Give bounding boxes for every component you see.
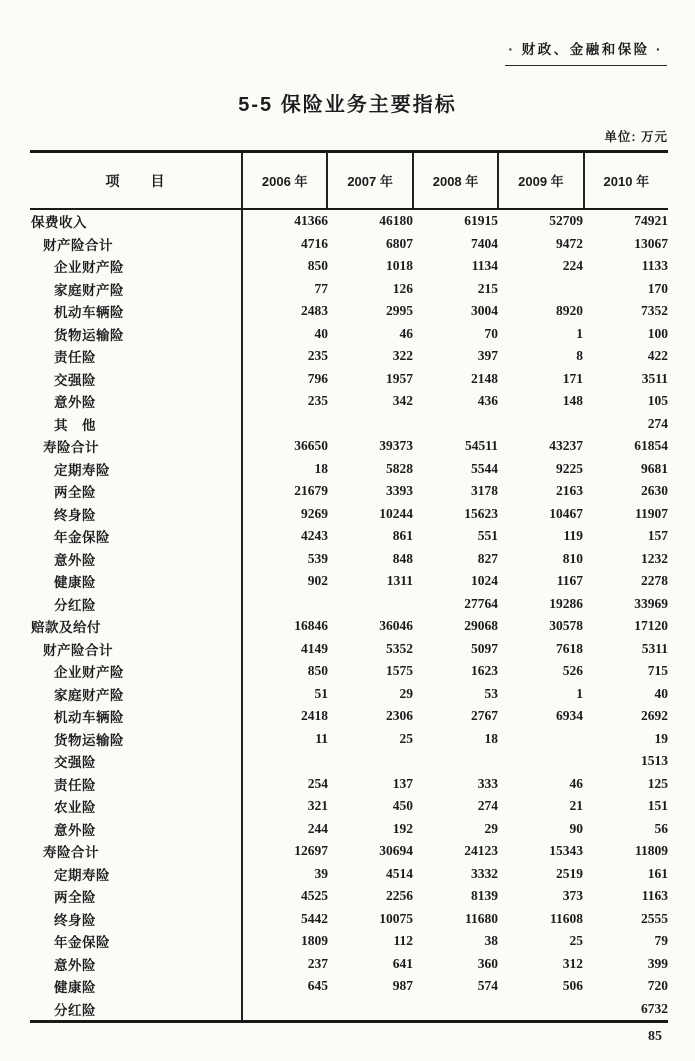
row-value: 254 xyxy=(307,775,328,791)
table-row xyxy=(30,593,668,616)
table-row xyxy=(30,210,668,233)
row-value: 4525 xyxy=(301,888,328,903)
row-value: 506 xyxy=(562,978,583,993)
table-body xyxy=(30,210,668,1020)
row-value: 2692 xyxy=(641,708,668,723)
row-label: 意外险 xyxy=(30,953,243,976)
row-value: 9681 xyxy=(641,460,668,476)
row-value: 11809 xyxy=(634,843,668,858)
table-row xyxy=(30,435,668,458)
row-value: 2418 xyxy=(301,708,328,723)
row-value xyxy=(328,998,413,1021)
row-value: 5352 xyxy=(386,640,413,656)
row-value: 2306 xyxy=(386,708,413,723)
row-value: 2995 xyxy=(386,303,413,318)
row-value: 422 xyxy=(647,348,668,363)
row-value: 796 xyxy=(307,370,328,386)
row-label: 分红险 xyxy=(30,998,243,1021)
row-value: 105 xyxy=(647,393,668,408)
row-value: 645 xyxy=(307,978,328,993)
row-value: 399 xyxy=(647,955,668,971)
year-column-header: 2006 年 xyxy=(243,153,328,208)
row-value: 1167 xyxy=(556,573,583,588)
table-row xyxy=(30,345,668,368)
row-label: 年金保险 xyxy=(30,525,243,548)
row-value: 77 xyxy=(314,280,328,296)
year-column-header: 2009 年 xyxy=(499,153,584,208)
row-value xyxy=(328,593,413,616)
row-value: 29068 xyxy=(464,618,498,633)
row-label: 意外险 xyxy=(30,818,243,841)
row-value: 2148 xyxy=(471,370,498,386)
row-label: 两全险 xyxy=(30,885,243,908)
table-row xyxy=(30,233,668,256)
row-value: 192 xyxy=(392,820,413,836)
table-row xyxy=(30,660,668,683)
row-value: 18 xyxy=(484,730,498,746)
row-value xyxy=(498,750,583,773)
row-value: 8920 xyxy=(556,303,583,318)
row-value: 61915 xyxy=(464,213,498,228)
row-value: 11907 xyxy=(634,505,668,521)
row-value: 21 xyxy=(569,798,583,813)
row-value: 235 xyxy=(307,393,328,408)
row-value: 4716 xyxy=(301,235,328,251)
row-value xyxy=(243,750,328,773)
row-value: 1 xyxy=(576,325,583,341)
row-value: 5097 xyxy=(471,640,498,656)
table-row xyxy=(30,638,668,661)
row-value: 10075 xyxy=(379,910,413,926)
row-label: 企业财产险 xyxy=(30,660,243,683)
row-value: 10467 xyxy=(549,505,583,521)
table-row xyxy=(30,863,668,886)
row-value: 1513 xyxy=(641,753,668,768)
row-value: 171 xyxy=(562,370,583,386)
row-value: 850 xyxy=(307,258,328,273)
row-label: 家庭财产险 xyxy=(30,683,243,706)
row-value: 1809 xyxy=(301,933,328,948)
page-number: 85 xyxy=(648,1029,662,1044)
row-label: 交强险 xyxy=(30,750,243,773)
table-row xyxy=(30,390,668,413)
table-row xyxy=(30,525,668,548)
row-value: 2256 xyxy=(386,888,413,903)
row-value: 8139 xyxy=(471,888,498,903)
table-row xyxy=(30,998,668,1021)
table-row xyxy=(30,548,668,571)
row-value: 15623 xyxy=(464,505,498,521)
row-value: 52709 xyxy=(549,213,583,228)
table-row xyxy=(30,930,668,953)
row-value: 3332 xyxy=(471,865,498,881)
table-row xyxy=(30,818,668,841)
table-row xyxy=(30,570,668,593)
row-value: 224 xyxy=(562,258,583,273)
row-value: 1 xyxy=(576,685,583,701)
chapter-header: · 财政、金融和保险 · xyxy=(505,38,668,66)
row-value: 333 xyxy=(477,775,498,791)
row-label: 机动车辆险 xyxy=(30,705,243,728)
row-value: 157 xyxy=(647,528,668,543)
row-value: 1311 xyxy=(386,573,413,588)
row-label: 其 他 xyxy=(30,413,243,436)
row-value: 17120 xyxy=(634,618,668,633)
row-value: 39 xyxy=(314,865,328,881)
table-row xyxy=(30,750,668,773)
table-row xyxy=(30,300,668,323)
row-value: 1163 xyxy=(641,888,668,903)
row-value: 11 xyxy=(315,730,328,746)
row-label: 财产险合计 xyxy=(30,638,243,661)
row-value: 36650 xyxy=(294,438,328,453)
row-value: 39373 xyxy=(379,438,413,453)
row-value: 170 xyxy=(647,280,668,296)
table-row xyxy=(30,458,668,481)
row-label: 货物运输险 xyxy=(30,728,243,751)
row-label: 企业财产险 xyxy=(30,255,243,278)
row-value: 3178 xyxy=(471,483,498,498)
row-value: 40 xyxy=(314,325,328,341)
row-label: 财产险合计 xyxy=(30,233,243,256)
row-value: 274 xyxy=(647,415,668,431)
row-value: 13067 xyxy=(634,235,668,251)
row-value: 151 xyxy=(647,798,668,813)
row-label: 赔款及给付 xyxy=(30,615,243,638)
row-value: 11608 xyxy=(549,910,583,926)
row-value: 237 xyxy=(307,955,328,971)
table-row xyxy=(30,705,668,728)
row-value: 720 xyxy=(647,978,668,993)
row-value: 2519 xyxy=(556,865,583,881)
row-value: 54511 xyxy=(464,438,498,453)
row-value: 119 xyxy=(563,528,583,543)
row-value: 24123 xyxy=(464,843,498,858)
table-row xyxy=(30,795,668,818)
row-value xyxy=(328,413,413,436)
row-value: 373 xyxy=(562,888,583,903)
row-value: 12697 xyxy=(294,843,328,858)
row-value: 1232 xyxy=(641,550,668,566)
row-value: 5828 xyxy=(386,460,413,476)
row-value: 9472 xyxy=(556,235,583,251)
row-value: 46 xyxy=(569,775,583,791)
row-value: 19286 xyxy=(549,595,583,611)
row-value: 27764 xyxy=(464,595,498,611)
row-value: 5442 xyxy=(301,910,328,926)
row-value: 18 xyxy=(314,460,328,476)
row-value: 25 xyxy=(399,730,413,746)
row-value: 244 xyxy=(307,820,328,836)
row-value: 21679 xyxy=(294,483,328,498)
row-label: 分红险 xyxy=(30,593,243,616)
row-value xyxy=(498,278,583,301)
table-row xyxy=(30,480,668,503)
row-value: 1024 xyxy=(471,573,498,588)
row-value: 30578 xyxy=(549,618,583,633)
row-value: 74921 xyxy=(634,213,668,228)
row-value: 41366 xyxy=(294,213,328,228)
row-value: 56 xyxy=(654,820,668,836)
row-value: 9225 xyxy=(556,460,583,476)
row-value: 397 xyxy=(477,348,498,363)
row-label: 机动车辆险 xyxy=(30,300,243,323)
row-value: 2767 xyxy=(471,708,498,723)
row-value: 312 xyxy=(562,955,583,971)
row-value xyxy=(498,413,583,436)
row-value: 30694 xyxy=(379,843,413,858)
row-value: 7352 xyxy=(641,303,668,318)
row-label: 两全险 xyxy=(30,480,243,503)
row-value: 2163 xyxy=(556,483,583,498)
row-value: 36046 xyxy=(379,618,413,633)
row-label: 农业险 xyxy=(30,795,243,818)
row-value: 15343 xyxy=(549,843,583,858)
row-value: 2483 xyxy=(301,303,328,318)
row-value: 1134 xyxy=(471,258,498,273)
row-label: 寿险合计 xyxy=(30,840,243,863)
row-value: 100 xyxy=(647,325,668,341)
insurance-indicators-table xyxy=(30,150,668,1023)
row-value: 16846 xyxy=(294,618,328,633)
table-row xyxy=(30,953,668,976)
row-value: 810 xyxy=(562,550,583,566)
table-row xyxy=(30,278,668,301)
row-value xyxy=(243,413,328,436)
row-value: 539 xyxy=(307,550,328,566)
row-label: 寿险合计 xyxy=(30,435,243,458)
row-value: 6732 xyxy=(641,1000,668,1016)
table-row xyxy=(30,413,668,436)
item-column-header: 项 目 xyxy=(30,153,243,208)
row-value: 112 xyxy=(393,933,413,948)
page-title: 5-5 保险业务主要指标 xyxy=(238,94,457,116)
table-row xyxy=(30,323,668,346)
row-value: 342 xyxy=(392,393,413,408)
row-value: 25 xyxy=(569,933,583,948)
row-value: 2555 xyxy=(641,910,668,926)
row-value: 902 xyxy=(307,573,328,588)
row-value xyxy=(498,728,583,751)
row-value: 848 xyxy=(392,550,413,566)
row-value: 33969 xyxy=(634,595,668,611)
row-label: 年金保险 xyxy=(30,930,243,953)
row-value: 7404 xyxy=(471,235,498,251)
row-value xyxy=(328,750,413,773)
row-value: 3393 xyxy=(386,483,413,498)
row-value: 90 xyxy=(569,820,583,836)
table-row xyxy=(30,773,668,796)
table-row xyxy=(30,840,668,863)
unit-note: 单位: 万元 xyxy=(604,130,668,144)
row-value: 715 xyxy=(647,663,668,678)
row-value: 1133 xyxy=(641,258,668,273)
row-value: 51 xyxy=(314,685,328,701)
row-value: 10244 xyxy=(379,505,413,521)
row-value: 61854 xyxy=(634,438,668,453)
table-row xyxy=(30,503,668,526)
row-value: 551 xyxy=(477,528,498,543)
table-row xyxy=(30,368,668,391)
row-value: 321 xyxy=(307,798,328,813)
row-label: 终身险 xyxy=(30,503,243,526)
row-value: 215 xyxy=(477,280,498,296)
row-value: 360 xyxy=(477,955,498,971)
row-value: 322 xyxy=(392,348,413,363)
table-row xyxy=(30,908,668,931)
row-label: 家庭财产险 xyxy=(30,278,243,301)
table-row xyxy=(30,255,668,278)
row-value: 137 xyxy=(392,775,413,791)
row-value: 5311 xyxy=(641,640,668,656)
row-value: 11680 xyxy=(464,910,498,926)
table-row xyxy=(30,615,668,638)
row-value: 436 xyxy=(477,393,498,408)
row-value: 850 xyxy=(307,663,328,678)
row-value: 126 xyxy=(392,280,413,296)
row-value: 574 xyxy=(477,978,498,993)
row-value: 1575 xyxy=(386,663,413,678)
row-value: 148 xyxy=(562,393,583,408)
row-value: 40 xyxy=(654,685,668,701)
year-column-header: 2008 年 xyxy=(414,153,499,208)
row-value: 450 xyxy=(392,798,413,813)
row-value: 827 xyxy=(477,550,498,566)
row-value: 6807 xyxy=(386,235,413,251)
table-row xyxy=(30,885,668,908)
row-value: 4243 xyxy=(301,528,328,543)
row-value: 53 xyxy=(484,685,498,701)
row-value: 1018 xyxy=(386,258,413,273)
row-value: 161 xyxy=(647,865,668,881)
row-value: 6934 xyxy=(556,708,583,723)
row-label: 意外险 xyxy=(30,548,243,571)
row-value: 29 xyxy=(484,820,498,836)
row-value xyxy=(243,593,328,616)
row-label: 责任险 xyxy=(30,345,243,368)
row-value: 43237 xyxy=(549,438,583,453)
row-label: 货物运输险 xyxy=(30,323,243,346)
row-label: 定期寿险 xyxy=(30,863,243,886)
row-value: 3511 xyxy=(641,370,668,386)
row-label: 终身险 xyxy=(30,908,243,931)
row-value: 1623 xyxy=(471,663,498,678)
row-label: 交强险 xyxy=(30,368,243,391)
row-value: 38 xyxy=(484,933,498,948)
row-value: 861 xyxy=(392,528,413,543)
row-label: 健康险 xyxy=(30,570,243,593)
row-label: 健康险 xyxy=(30,975,243,998)
row-label: 意外险 xyxy=(30,390,243,413)
row-value: 4514 xyxy=(386,865,413,881)
row-value: 8 xyxy=(576,348,583,363)
row-value xyxy=(243,998,328,1021)
row-value: 1957 xyxy=(386,370,413,386)
row-value: 70 xyxy=(484,325,498,341)
table-row xyxy=(30,683,668,706)
table-row xyxy=(30,728,668,751)
row-value: 235 xyxy=(307,348,328,363)
row-label: 定期寿险 xyxy=(30,458,243,481)
year-column-header: 2007 年 xyxy=(328,153,413,208)
table-row xyxy=(30,975,668,998)
row-value: 19 xyxy=(654,730,668,746)
row-value: 2278 xyxy=(641,573,668,588)
row-value: 274 xyxy=(477,798,498,813)
year-column-header: 2010 年 xyxy=(603,174,650,189)
row-value xyxy=(413,413,498,436)
row-label: 保费收入 xyxy=(30,210,243,233)
row-value: 4149 xyxy=(301,640,328,656)
row-value: 2630 xyxy=(641,483,668,498)
table-header-row xyxy=(30,153,668,210)
row-value: 46180 xyxy=(379,213,413,228)
row-value xyxy=(413,998,498,1021)
row-value xyxy=(413,750,498,773)
row-value: 46 xyxy=(399,325,413,341)
row-value: 9269 xyxy=(301,505,328,521)
row-value: 5544 xyxy=(471,460,498,476)
row-value: 526 xyxy=(562,663,583,678)
row-value: 125 xyxy=(647,775,668,791)
row-label: 责任险 xyxy=(30,773,243,796)
row-value: 641 xyxy=(392,955,413,971)
row-value xyxy=(498,998,583,1021)
row-value: 29 xyxy=(399,685,413,701)
row-value: 987 xyxy=(392,978,413,993)
row-value: 79 xyxy=(654,933,668,948)
row-value: 3004 xyxy=(471,303,498,318)
row-value: 7618 xyxy=(556,640,583,656)
